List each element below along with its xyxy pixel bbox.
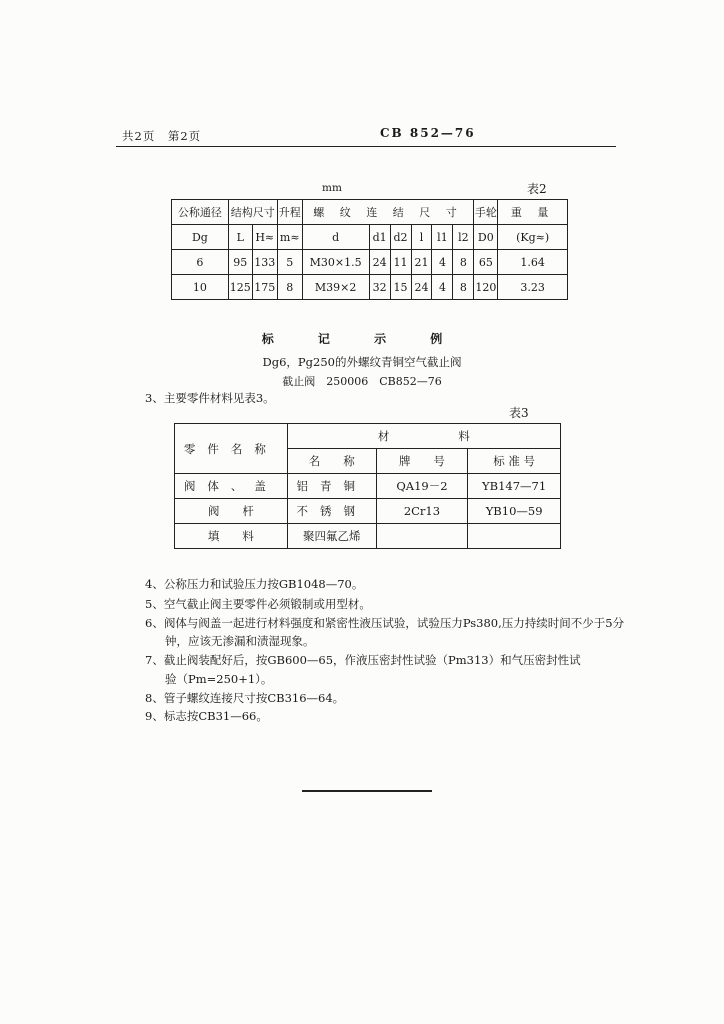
table-cell: 阀体、盖 <box>175 474 288 499</box>
table-cell: YB10—59 <box>468 499 561 524</box>
table2-subhead: d1 <box>369 225 390 250</box>
table-cell: 4 <box>432 275 453 300</box>
item-4: 4、公称压力和试验压力按GB1048—70。 <box>145 577 364 591</box>
table2-unit: mm <box>322 182 342 194</box>
table-cell: 铝青铜 <box>287 474 376 499</box>
item-5: 5、空气截止阀主要零件必须锻制或用型材。 <box>145 597 371 611</box>
item-9: 9、标志按CB31—66。 <box>145 709 268 723</box>
table-cell: 5 <box>277 250 302 275</box>
table-cell: 11 <box>390 250 411 275</box>
table3-subhead: 名 称 <box>287 449 376 474</box>
table-cell: 不锈钢 <box>287 499 376 524</box>
table-cell: 24 <box>411 275 432 300</box>
table-cell: 65 <box>474 250 498 275</box>
table2-subhead: L <box>228 225 252 250</box>
table-cell: 32 <box>369 275 390 300</box>
table-cell: 1.64 <box>498 250 568 275</box>
table-cell: 133 <box>252 250 277 275</box>
item-3: 3、主要零件材料见表3。 <box>145 391 275 405</box>
table3-label: 表3 <box>509 406 529 420</box>
table-cell: 95 <box>228 250 252 275</box>
table3-subhead: 标 准 号 <box>468 449 561 474</box>
table-cell: 填 料 <box>175 524 288 549</box>
table2-subhead: d2 <box>390 225 411 250</box>
table3 <box>174 423 561 549</box>
table3-subhead: 牌 号 <box>376 449 468 474</box>
table2-group: 手轮 <box>474 200 498 225</box>
table-cell: 120 <box>474 275 498 300</box>
table-cell: 175 <box>252 275 277 300</box>
item-6: 6、阀体与阀盖一起进行材料强度和紧密性液压试验，试验压力Ps380,压力持续时间不少于5分 <box>145 616 625 630</box>
table-cell: 125 <box>228 275 252 300</box>
table-cell: 8 <box>277 275 302 300</box>
table-cell: YB147—71 <box>468 474 561 499</box>
table-cell: 15 <box>390 275 411 300</box>
table-cell: 10 <box>172 275 229 300</box>
table2-group: 公称通径 <box>172 200 229 225</box>
table-row <box>172 275 568 300</box>
table2-label: 表2 <box>527 182 547 196</box>
marking-example-title: 标 记 示 例 <box>261 332 463 346</box>
table-cell: 4 <box>432 250 453 275</box>
marking-example-line2: 截止阀 250006 CB852—76 <box>282 375 442 388</box>
item-7: 7、截止阀装配好后，按GB600—65，作液压密封性试验（Pm313）和气压密封性试 <box>145 653 581 667</box>
table2-subhead: H≈ <box>252 225 277 250</box>
table2-group: 结构尺寸 <box>228 200 277 225</box>
table-cell: 聚四氟乙烯 <box>287 524 376 549</box>
part-name-header: 零件名称 <box>175 424 288 474</box>
table-cell <box>468 524 561 549</box>
table2-group: 升程 <box>277 200 302 225</box>
table-cell: 8 <box>453 250 474 275</box>
table2-subhead: l2 <box>453 225 474 250</box>
table2-subheader <box>172 225 568 250</box>
table2-subhead: d <box>302 225 369 250</box>
table2-group-header <box>172 200 568 225</box>
table-cell: 8 <box>453 275 474 300</box>
table-cell: 21 <box>411 250 432 275</box>
table-cell: M30×1.5 <box>302 250 369 275</box>
table-cell: 24 <box>369 250 390 275</box>
marking-example-line1: Dg6，Pg250的外螺纹青铜空气截止阀 <box>262 355 462 369</box>
table2-group: 螺 纹 连 结 尺 寸 <box>302 200 474 225</box>
table2-subhead: D0 <box>474 225 498 250</box>
table2 <box>171 199 568 300</box>
table2-subhead: Dg <box>172 225 229 250</box>
table2-subhead: (Kg≈) <box>498 225 568 250</box>
table2-subhead: l1 <box>432 225 453 250</box>
page-info: 共2页 第2页 <box>122 129 202 143</box>
item-8: 8、管子螺纹连接尺寸按CB316—64。 <box>145 691 345 705</box>
table-row <box>175 474 561 499</box>
table-cell: 2Cr13 <box>376 499 468 524</box>
table2-subhead: m≈ <box>277 225 302 250</box>
table3-header <box>175 424 561 449</box>
header-rule <box>116 146 616 147</box>
material-header: 材 料 <box>287 424 560 449</box>
table-cell: M39×2 <box>302 275 369 300</box>
standard-code: CB 852—76 <box>380 126 476 140</box>
item-6-cont: 钟，应该无渗漏和渍湿现象。 <box>165 634 315 648</box>
table2-subhead: l <box>411 225 432 250</box>
table-cell: 6 <box>172 250 229 275</box>
table2-group: 重 量 <box>498 200 568 225</box>
item-7-cont: 验（Pm=250+1）。 <box>165 672 273 686</box>
table-cell: 3.23 <box>498 275 568 300</box>
table-row <box>172 250 568 275</box>
table-row <box>175 499 561 524</box>
table-row <box>175 524 561 549</box>
end-rule <box>302 790 432 792</box>
table-cell <box>376 524 468 549</box>
table-cell: 阀 杆 <box>175 499 288 524</box>
table-cell: QA19－2 <box>376 474 468 499</box>
